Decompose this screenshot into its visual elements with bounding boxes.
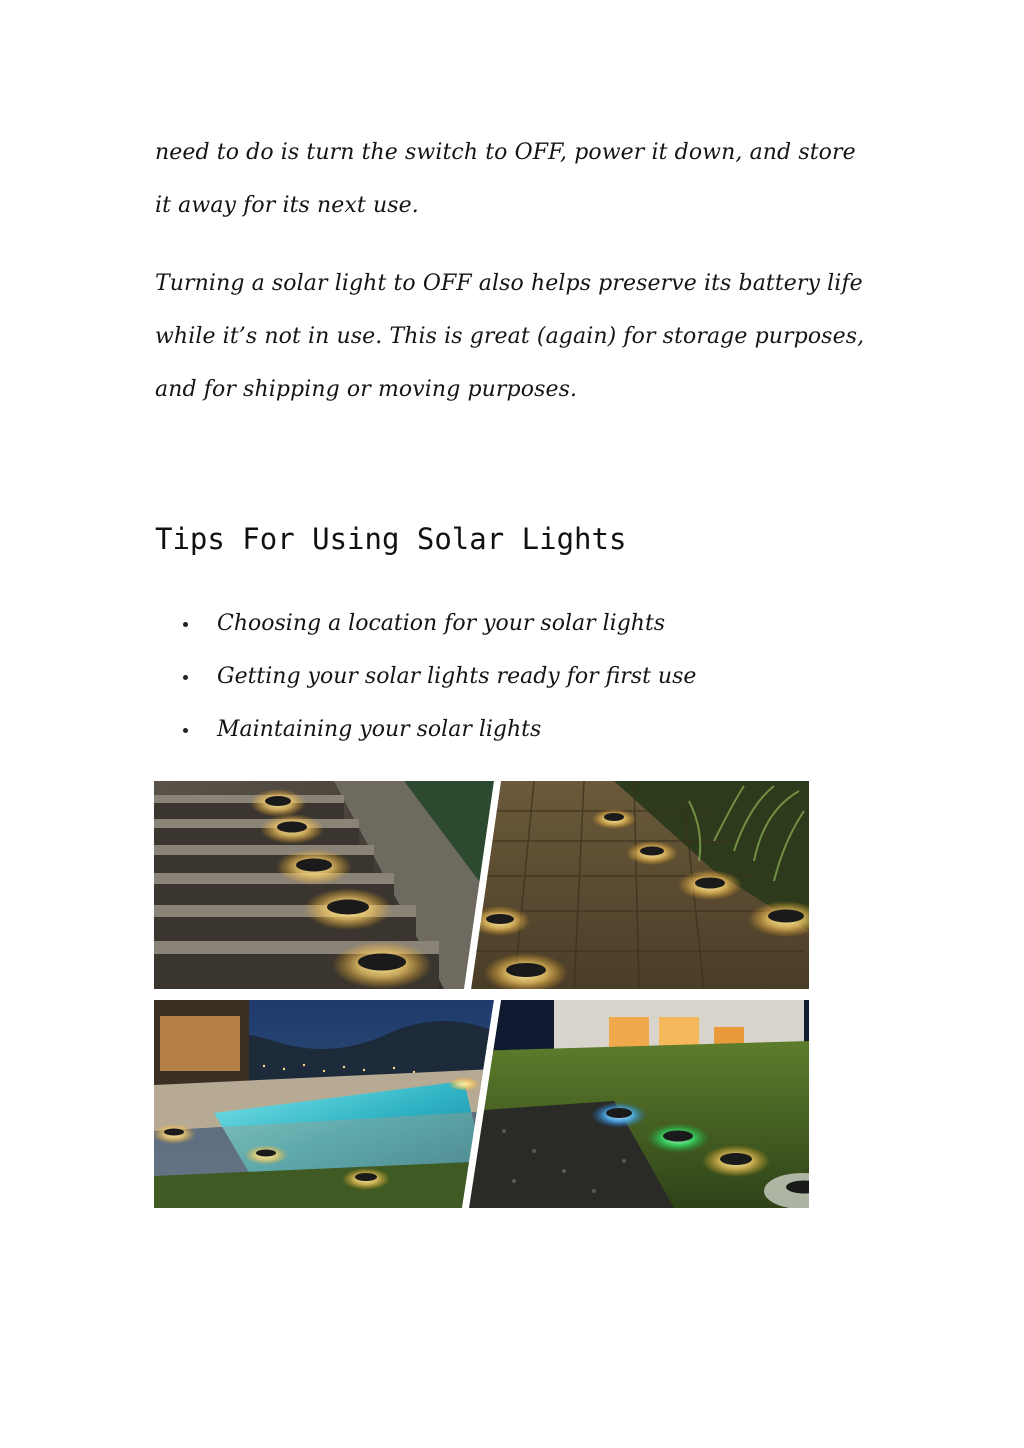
section-heading: Tips For Using Solar Lights	[155, 522, 627, 556]
paragraph-line: and for shipping or moving purposes.	[155, 377, 578, 402]
list-item-text: Choosing a location for your solar lights	[217, 611, 666, 636]
paragraph-battery	[155, 257, 875, 416]
solar-lights-photo-collage	[154, 781, 809, 1208]
bullet-icon	[183, 675, 188, 680]
paragraph-line: Turning a solar light to OFF also helps preserve its battery life	[155, 271, 863, 296]
list-item-text: Getting your solar lights ready for first use	[217, 664, 697, 689]
list-item-text: Maintaining your solar lights	[217, 717, 542, 742]
paragraph-line: need to do is turn the switch to OFF, power it down, and store	[155, 140, 856, 165]
paragraph-storage	[155, 126, 875, 232]
paragraph-line: it away for its next use.	[155, 193, 419, 218]
bullet-icon	[183, 622, 188, 627]
bullet-icon	[183, 728, 188, 733]
paragraph-line: while it’s not in use. This is great (again) for storage purposes,	[155, 324, 865, 349]
